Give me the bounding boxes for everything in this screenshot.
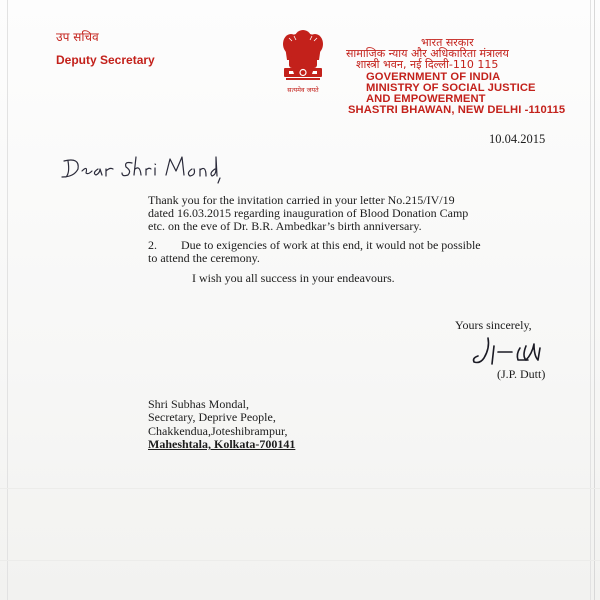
govt-english: GOVERNMENT OF INDIA	[366, 71, 501, 83]
designation-hindi: उप सचिव	[56, 30, 99, 44]
recipient-locality: Chakkendua,Joteshibrampur,	[148, 423, 288, 438]
body-paragraph-1-line-3: etc. on the eve of Dr. B.R. Ambedkar’s birth anniversary.	[148, 219, 422, 233]
govt-hindi: भारत सरकार	[421, 36, 474, 49]
ministry-hindi: सामाजिक न्याय और अधिकारिता मंत्रालय	[346, 47, 509, 60]
body-paragraph-2-line-1: 2. Due to exigencies of work at this end, it would not be possible	[148, 238, 481, 252]
ministry-letterhead	[346, 37, 565, 116]
address-english: SHASTRI BHAWAN, NEW DELHI -110115	[348, 104, 566, 116]
address-hindi: शास्त्री भवन, नई दिल्ली-110 115	[356, 58, 499, 71]
ministry-english-line2: AND EMPOWERMENT	[366, 93, 486, 105]
body-paragraph-1-line-1: Thank you for the invitation carried in your letter No.215/IV/19	[148, 193, 455, 207]
recipient-designation: Secretary, Deprive People,	[148, 410, 276, 425]
signer-name: (J.P. Dutt)	[497, 367, 546, 381]
ministry-english: MINISTRY OF SOCIAL JUSTICE	[366, 82, 536, 94]
body-paragraph-1-line-2: dated 16.03.2015 regarding inauguration of Blood Donation Camp	[148, 206, 469, 220]
recipient-city: Maheshtala, Kolkata-700141	[148, 436, 296, 451]
emblem-motto: सत्यमेव जयते	[287, 86, 319, 94]
designation-english: Deputy Secretary	[56, 53, 155, 67]
recipient-address	[148, 398, 295, 451]
ashoka-emblem-icon	[275, 26, 331, 104]
recipient-name: Shri Subhas Mondal,	[148, 397, 250, 411]
valediction: Yours sincerely,	[455, 318, 532, 332]
handwritten-salutation	[58, 151, 228, 187]
body-paragraph-3: I wish you all success in your endeavours.	[192, 271, 395, 285]
letter-date: 10.04.2015	[489, 132, 546, 146]
body-paragraph-2-line-2: to attend the ceremony.	[148, 251, 260, 265]
